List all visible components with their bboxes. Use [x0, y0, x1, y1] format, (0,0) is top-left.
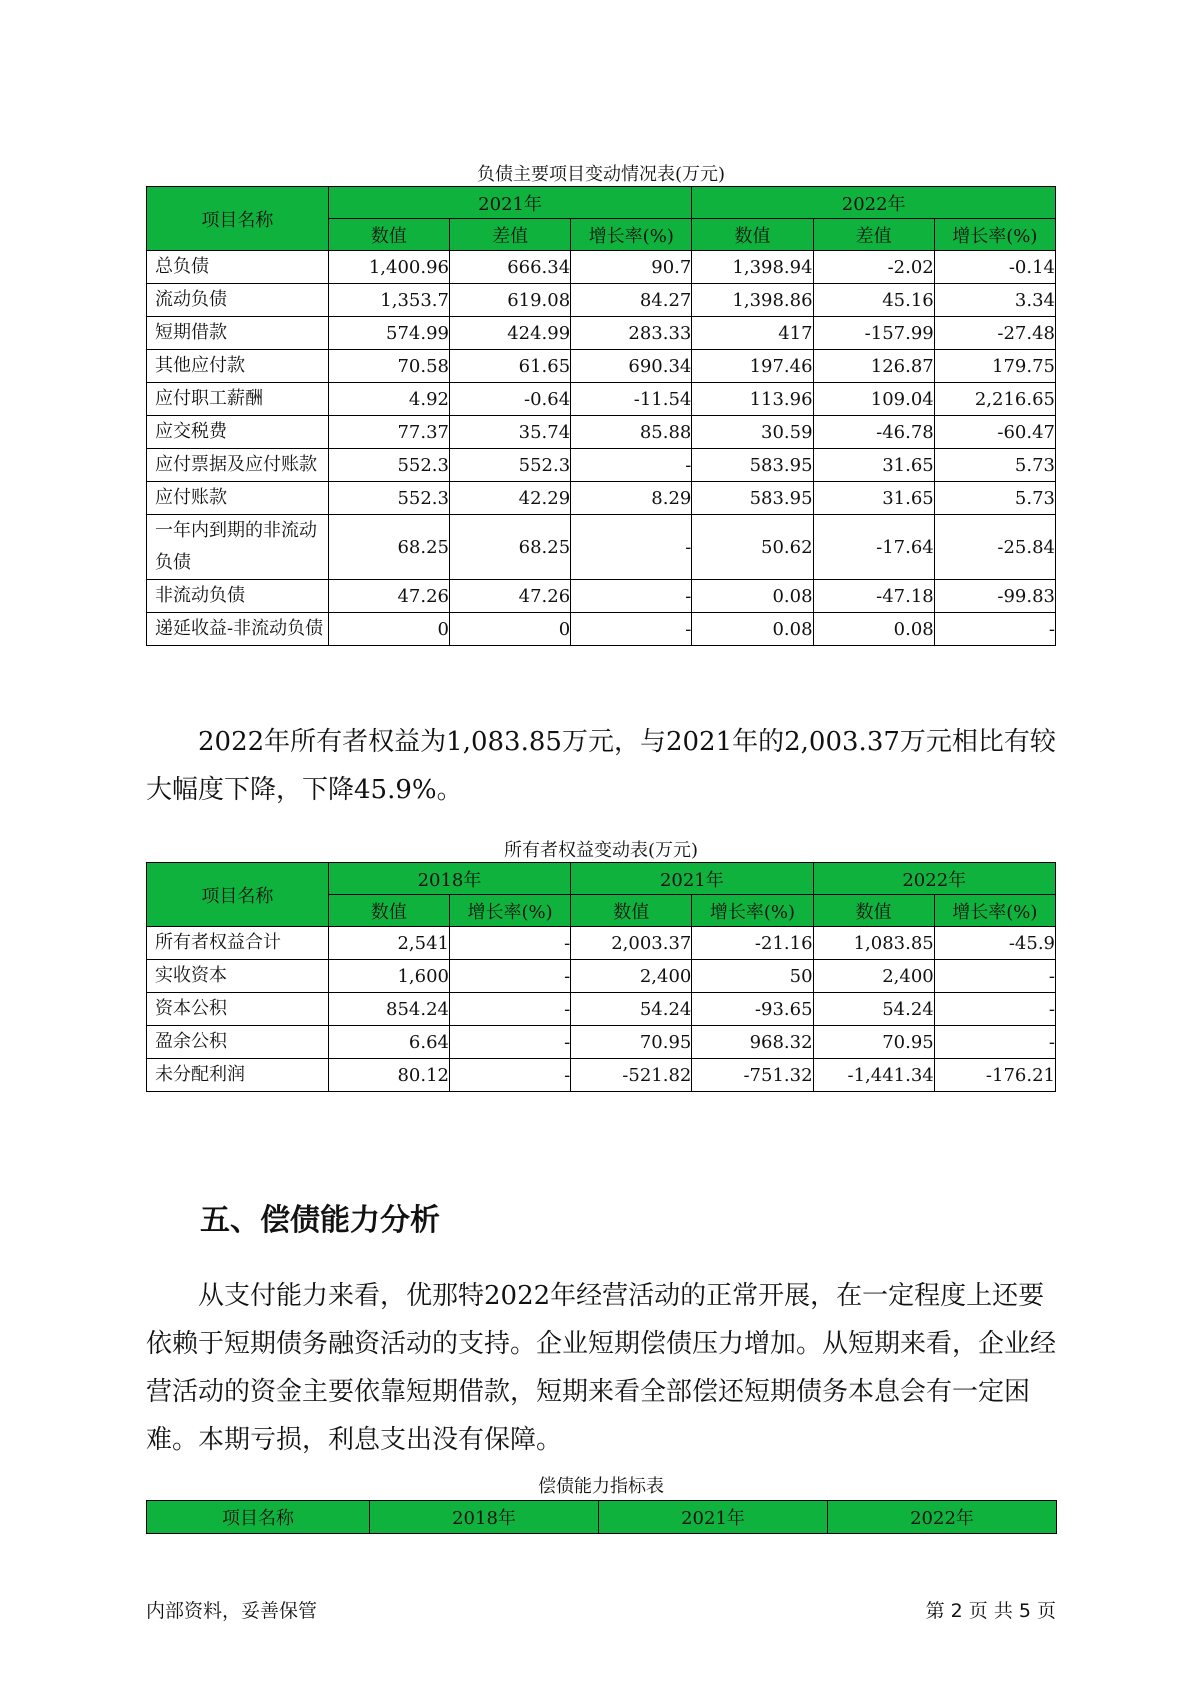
liability-table: [146, 186, 1056, 646]
column-subheader: 数值: [328, 895, 449, 927]
column-subheader: 增长率(%): [571, 219, 692, 251]
column-header-year: 2018年: [370, 1501, 599, 1534]
row-label: 资本公积: [147, 993, 329, 1026]
table-cell: 6.64: [328, 1026, 449, 1059]
table-cell: 666.34: [449, 251, 570, 284]
table-cell: -: [571, 613, 692, 646]
table-cell: -: [571, 515, 692, 580]
table-cell: 574.99: [328, 317, 449, 350]
column-subheader: 数值: [571, 895, 692, 927]
row-label: 未分配利润: [147, 1059, 329, 1092]
table-cell: 35.74: [449, 416, 570, 449]
table-cell: -93.65: [692, 993, 813, 1026]
table-row: [147, 449, 1056, 482]
table-cell: 0.08: [692, 580, 813, 613]
table-cell: 552.3: [328, 482, 449, 515]
table-cell: -: [934, 1026, 1055, 1059]
table-cell: 1,083.85: [813, 927, 934, 960]
table-cell: 30.59: [692, 416, 813, 449]
table-cell: -27.48: [934, 317, 1055, 350]
table-row: [147, 580, 1056, 613]
table-cell: 2,400: [571, 960, 692, 993]
table-cell: 0.08: [813, 613, 934, 646]
table-cell: -21.16: [692, 927, 813, 960]
section-heading: 五、偿债能力分析: [200, 1203, 440, 1238]
table-cell: 2,003.37: [571, 927, 692, 960]
table-cell: 854.24: [328, 993, 449, 1026]
row-label: 非流动负债: [147, 580, 329, 613]
table-cell: 417: [692, 317, 813, 350]
table-cell: 968.32: [692, 1026, 813, 1059]
column-subheader: 差值: [813, 219, 934, 251]
table-cell: -176.21: [934, 1059, 1055, 1092]
table-cell: -: [449, 1059, 570, 1092]
table-cell: -45.9: [934, 927, 1055, 960]
equity-table-caption: 所有者权益变动表(万元): [503, 840, 699, 861]
column-header-year: 2021年: [571, 863, 813, 895]
equity-paragraph: 2022年所有者权益为1,083.85万元，与2021年的2,003.37万元相比有较大幅度下降，下降45.9%。: [146, 727, 1056, 805]
table-row: [147, 284, 1056, 317]
table-cell: -: [571, 580, 692, 613]
table-cell: 68.25: [328, 515, 449, 580]
table-cell: 3.34: [934, 284, 1055, 317]
table-cell: 47.26: [328, 580, 449, 613]
equity-table: [146, 862, 1056, 1092]
table-row: [147, 482, 1056, 515]
table-cell: 690.34: [571, 350, 692, 383]
footer-page-number: 第 2 页 共 5 页: [925, 1600, 1056, 1622]
row-label: 应付票据及应付账款: [147, 449, 329, 482]
column-header-year: 2021年: [599, 1501, 828, 1534]
table-cell: -46.78: [813, 416, 934, 449]
table-cell: 70.58: [328, 350, 449, 383]
table-cell: 619.08: [449, 284, 570, 317]
row-label: 总负债: [147, 251, 329, 284]
table-cell: 109.04: [813, 383, 934, 416]
table-cell: -: [449, 960, 570, 993]
table-cell: 5.73: [934, 449, 1055, 482]
table-cell: -: [449, 1026, 570, 1059]
table-cell: 1,398.94: [692, 251, 813, 284]
row-label: 递延收益-非流动负债: [147, 613, 329, 646]
column-header-year: 2018年: [328, 863, 570, 895]
table-row: [147, 383, 1056, 416]
table-cell: 70.95: [813, 1026, 934, 1059]
table-cell: 1,600: [328, 960, 449, 993]
table-cell: -: [934, 993, 1055, 1026]
table-cell: 50.62: [692, 515, 813, 580]
table-cell: -0.14: [934, 251, 1055, 284]
column-subheader: 差值: [449, 219, 570, 251]
table-cell: 1,353.7: [328, 284, 449, 317]
table-row: [147, 960, 1056, 993]
table-cell: 5.73: [934, 482, 1055, 515]
column-subheader: 增长率(%): [692, 895, 813, 927]
table-row: [147, 927, 1056, 960]
table-cell: -11.54: [571, 383, 692, 416]
table-cell: 77.37: [328, 416, 449, 449]
column-header-year: 2022年: [828, 1501, 1057, 1534]
table-cell: 54.24: [813, 993, 934, 1026]
table-cell: 8.29: [571, 482, 692, 515]
table-row: [147, 416, 1056, 449]
column-header-year: 2021年: [328, 187, 692, 219]
table-cell: 68.25: [449, 515, 570, 580]
row-label: 应付账款: [147, 482, 329, 515]
table-cell: 47.26: [449, 580, 570, 613]
table-cell: 552.3: [328, 449, 449, 482]
column-header-item-name: 项目名称: [147, 1501, 370, 1534]
row-label: 盈余公积: [147, 1026, 329, 1059]
table-cell: -: [934, 613, 1055, 646]
table-row: [147, 317, 1056, 350]
table-cell: -2.02: [813, 251, 934, 284]
row-label: 实收资本: [147, 960, 329, 993]
liability-table-caption: 负债主要项目变动情况表(万元): [476, 164, 726, 185]
table-cell: 54.24: [571, 993, 692, 1026]
row-label: 流动负债: [147, 284, 329, 317]
table-cell: -751.32: [692, 1059, 813, 1092]
table-cell: 2,400: [813, 960, 934, 993]
column-subheader: 数值: [813, 895, 934, 927]
table-cell: 583.95: [692, 482, 813, 515]
table-cell: -25.84: [934, 515, 1055, 580]
footer-confidential-note: 内部资料，妥善保管: [146, 1600, 318, 1622]
column-header-item-name: 项目名称: [147, 187, 329, 251]
table-cell: 0: [449, 613, 570, 646]
table-cell: 42.29: [449, 482, 570, 515]
table-cell: 61.65: [449, 350, 570, 383]
column-header-item-name: 项目名称: [147, 863, 329, 927]
table-cell: -17.64: [813, 515, 934, 580]
table-cell: 2,216.65: [934, 383, 1055, 416]
solvency-table-caption: 偿债能力指标表: [538, 1476, 664, 1497]
table-row: [147, 1026, 1056, 1059]
table-cell: -1,441.34: [813, 1059, 934, 1092]
column-subheader: 数值: [692, 219, 813, 251]
table-cell: 424.99: [449, 317, 570, 350]
solvency-paragraph: 从支付能力来看，优那特2022年经营活动的正常开展，在一定程度上还要依赖于短期债务融资活动的支持。企业短期偿债压力增加。从短期来看，企业经营活动的资金主要依靠短期借款，短期来看全部偿还短期债务本息会有一定困难。本期亏损，利息支出没有保障。: [146, 1281, 1057, 1455]
table-cell: 84.27: [571, 284, 692, 317]
table-cell: 85.88: [571, 416, 692, 449]
table-cell: 179.75: [934, 350, 1055, 383]
table-cell: 50: [692, 960, 813, 993]
table-cell: -: [449, 927, 570, 960]
solvency-table: [146, 1500, 1057, 1534]
table-cell: 197.46: [692, 350, 813, 383]
table-cell: -: [934, 960, 1055, 993]
table-cell: -0.64: [449, 383, 570, 416]
table-cell: 31.65: [813, 482, 934, 515]
column-subheader: 增长率(%): [449, 895, 570, 927]
row-label: 一年内到期的非流动负债: [147, 515, 329, 580]
row-label: 短期借款: [147, 317, 329, 350]
table-cell: 126.87: [813, 350, 934, 383]
table-cell: 0: [328, 613, 449, 646]
column-subheader: 增长率(%): [934, 895, 1055, 927]
table-cell: 283.33: [571, 317, 692, 350]
table-cell: -521.82: [571, 1059, 692, 1092]
table-row: [147, 515, 1056, 580]
row-label: 所有者权益合计: [147, 927, 329, 960]
table-cell: -157.99: [813, 317, 934, 350]
table-cell: 90.7: [571, 251, 692, 284]
column-subheader: 数值: [328, 219, 449, 251]
table-cell: 113.96: [692, 383, 813, 416]
table-cell: -60.47: [934, 416, 1055, 449]
table-cell: -: [571, 449, 692, 482]
table-cell: -47.18: [813, 580, 934, 613]
column-header-year: 2022年: [813, 863, 1055, 895]
table-row: [147, 1059, 1056, 1092]
table-cell: 1,398.86: [692, 284, 813, 317]
table-cell: 1,400.96: [328, 251, 449, 284]
table-row: [147, 251, 1056, 284]
column-subheader: 增长率(%): [934, 219, 1055, 251]
table-cell: 4.92: [328, 383, 449, 416]
table-cell: 552.3: [449, 449, 570, 482]
table-cell: 70.95: [571, 1026, 692, 1059]
table-cell: 0.08: [692, 613, 813, 646]
table-cell: 45.16: [813, 284, 934, 317]
table-cell: 31.65: [813, 449, 934, 482]
row-label: 其他应付款: [147, 350, 329, 383]
table-cell: 80.12: [328, 1059, 449, 1092]
table-cell: 2,541: [328, 927, 449, 960]
table-row: [147, 350, 1056, 383]
table-row: [147, 993, 1056, 1026]
row-label: 应交税费: [147, 416, 329, 449]
table-cell: -99.83: [934, 580, 1055, 613]
table-row: [147, 613, 1056, 646]
table-cell: 583.95: [692, 449, 813, 482]
row-label: 应付职工薪酬: [147, 383, 329, 416]
table-cell: -: [449, 993, 570, 1026]
column-header-year: 2022年: [692, 187, 1056, 219]
